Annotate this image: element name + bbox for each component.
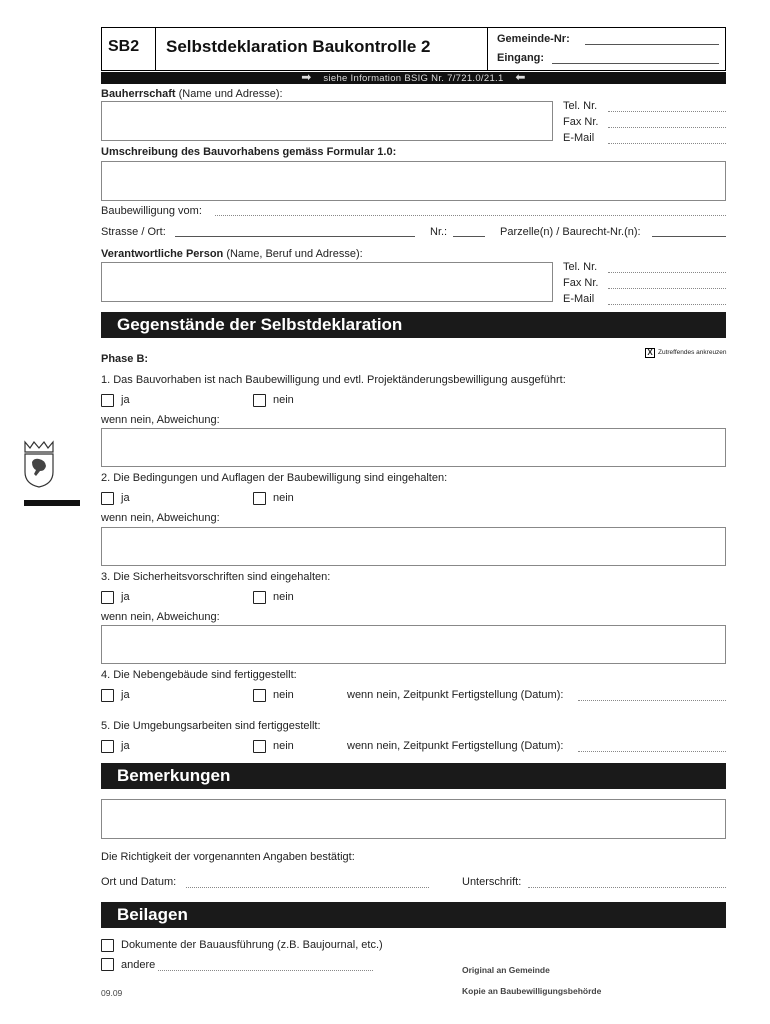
q1-abweichung-label: wenn nein, Abweichung: <box>101 414 220 426</box>
q5-text: 5. Die Umgebungsarbeiten sind fertiggestellt: <box>101 720 321 732</box>
parzelle-label: Parzelle(n) / Baurecht-Nr.(n): <box>500 226 641 238</box>
verantwortlich-field[interactable] <box>101 262 553 302</box>
q5-ja-checkbox[interactable] <box>101 740 114 753</box>
q1-abweichung-field[interactable] <box>101 428 726 467</box>
bauherr-email-input[interactable] <box>608 143 726 144</box>
bauherrschaft-field[interactable] <box>101 101 553 141</box>
ort-datum-input[interactable] <box>186 887 429 888</box>
bauherr-fax-label: Fax Nr. <box>563 116 599 128</box>
q2-abweichung-label: wenn nein, Abweichung: <box>101 512 220 524</box>
q3-text: 3. Die Sicherheitsvorschriften sind eingehalten: <box>101 571 331 583</box>
umschreibung-label: Umschreibung des Bauvorhabens gemäss Formular 1.0: <box>101 146 397 158</box>
beilage-andere-input[interactable] <box>158 970 373 971</box>
verantwortlich-label: Verantwortliche Person (Name, Beruf und Adresse): <box>101 248 363 260</box>
q4-zeitpunkt-input[interactable] <box>578 700 726 701</box>
bauherr-fax-input[interactable] <box>608 127 726 128</box>
bemerkungen-title: Bemerkungen <box>101 763 726 789</box>
phase-label: Phase B: <box>101 353 149 365</box>
ort-datum-label: Ort und Datum: <box>101 876 177 888</box>
q1-nein-checkbox[interactable] <box>253 394 266 407</box>
gemeinde-input[interactable] <box>585 44 719 45</box>
bestaetigt-text: Die Richtigkeit der vorgenannten Angaben bestätigt: <box>101 851 355 863</box>
arrow-right-icon: ➡ <box>301 70 312 84</box>
bauherr-email-label: E-Mail <box>563 132 595 144</box>
beilagen-title: Beilagen <box>101 902 726 928</box>
beilage-andere-checkbox[interactable] <box>101 958 114 971</box>
q4-nein-label: nein <box>273 689 294 701</box>
strasse-input[interactable] <box>175 236 415 237</box>
q2-ja-checkbox[interactable] <box>101 492 114 505</box>
q4-ja-checkbox[interactable] <box>101 689 114 702</box>
header-title-divider <box>487 27 488 71</box>
q5-nein-checkbox[interactable] <box>253 740 266 753</box>
verant-email-input[interactable] <box>608 304 726 305</box>
q3-nein-label: nein <box>273 591 294 603</box>
q1-ja-checkbox[interactable] <box>101 394 114 407</box>
eingang-input[interactable] <box>552 63 719 64</box>
q1-text: 1. Das Bauvorhaben ist nach Baubewilligung und evtl. Projektänderungsbewilligung ausgeführt: <box>101 374 566 386</box>
beilage-dok-checkbox[interactable] <box>101 939 114 952</box>
baubewilligung-vom-input[interactable] <box>215 215 726 216</box>
unterschrift-input[interactable] <box>528 887 726 888</box>
info-bar <box>101 72 726 84</box>
info-text: siehe Information BSIG Nr. 7/721.0/21.1 <box>323 73 504 84</box>
header-code-divider <box>155 27 156 71</box>
form-code: SB2 <box>108 38 140 55</box>
unterschrift-label: Unterschrift: <box>462 876 522 888</box>
q2-text: 2. Die Bedingungen und Auflagen der Baubewilligung sind eingehalten: <box>101 472 448 484</box>
q2-abweichung-field[interactable] <box>101 527 726 566</box>
q3-abweichung-label: wenn nein, Abweichung: <box>101 611 220 623</box>
version-label: 09.09 <box>101 988 123 998</box>
q3-ja-label: ja <box>121 591 130 603</box>
q1-nein-label: nein <box>273 394 294 406</box>
q4-zeitpunkt-label: wenn nein, Zeitpunkt Fertigstellung (Datum): <box>347 689 564 701</box>
q5-zeitpunkt-input[interactable] <box>578 751 726 752</box>
kopie-label: Kopie an Baubewilligungsbehörde <box>462 986 602 996</box>
bern-coat-of-arms-logo <box>22 440 56 488</box>
gegenstaende-title: Gegenstände der Selbstdeklaration <box>101 312 726 338</box>
baubewilligung-vom-label: Baubewilligung vom: <box>101 205 202 217</box>
bemerkungen-field[interactable] <box>101 799 726 839</box>
nr-input[interactable] <box>453 236 485 237</box>
verant-email-label: E-Mail <box>563 293 595 305</box>
original-label: Original an Gemeinde <box>462 965 550 975</box>
bauherr-tel-input[interactable] <box>608 111 726 112</box>
q2-nein-label: nein <box>273 492 294 504</box>
verant-fax-label: Fax Nr. <box>563 277 599 289</box>
verant-fax-input[interactable] <box>608 288 726 289</box>
gemeinde-label: Gemeinde-Nr: <box>497 33 570 45</box>
q4-nein-checkbox[interactable] <box>253 689 266 702</box>
legend-checkbox-icon: X <box>645 348 655 358</box>
q5-zeitpunkt-label: wenn nein, Zeitpunkt Fertigstellung (Datum): <box>347 740 564 752</box>
beilage-dok-label: Dokumente der Bauausführung (z.B. Baujournal, etc.) <box>121 939 383 951</box>
eingang-label: Eingang: <box>497 52 545 64</box>
q4-ja-label: ja <box>121 689 130 701</box>
verant-tel-input[interactable] <box>608 272 726 273</box>
q1-ja-label: ja <box>121 394 130 406</box>
beilage-andere-label: andere <box>121 959 156 971</box>
bauherr-tel-label: Tel. Nr. <box>563 100 598 112</box>
q4-text: 4. Die Nebengebäude sind fertiggestellt: <box>101 669 297 681</box>
legend-text: Zutreffendes ankreuzen <box>658 349 727 356</box>
q3-ja-checkbox[interactable] <box>101 591 114 604</box>
verant-tel-label: Tel. Nr. <box>563 261 598 273</box>
q5-ja-label: ja <box>121 740 130 752</box>
form-title: Selbstdeklaration Baukontrolle 2 <box>166 37 431 56</box>
left-margin-bar <box>24 500 80 506</box>
strasse-label: Strasse / Ort: <box>101 226 166 238</box>
q5-nein-label: nein <box>273 740 294 752</box>
q2-ja-label: ja <box>121 492 130 504</box>
arrow-left-icon: ⬅ <box>515 70 526 84</box>
bauherrschaft-label: Bauherrschaft (Name und Adresse): <box>101 88 283 100</box>
umschreibung-field[interactable] <box>101 161 726 201</box>
parzelle-input[interactable] <box>652 236 726 237</box>
nr-label: Nr.: <box>430 226 448 238</box>
q3-nein-checkbox[interactable] <box>253 591 266 604</box>
q2-nein-checkbox[interactable] <box>253 492 266 505</box>
q3-abweichung-field[interactable] <box>101 625 726 664</box>
